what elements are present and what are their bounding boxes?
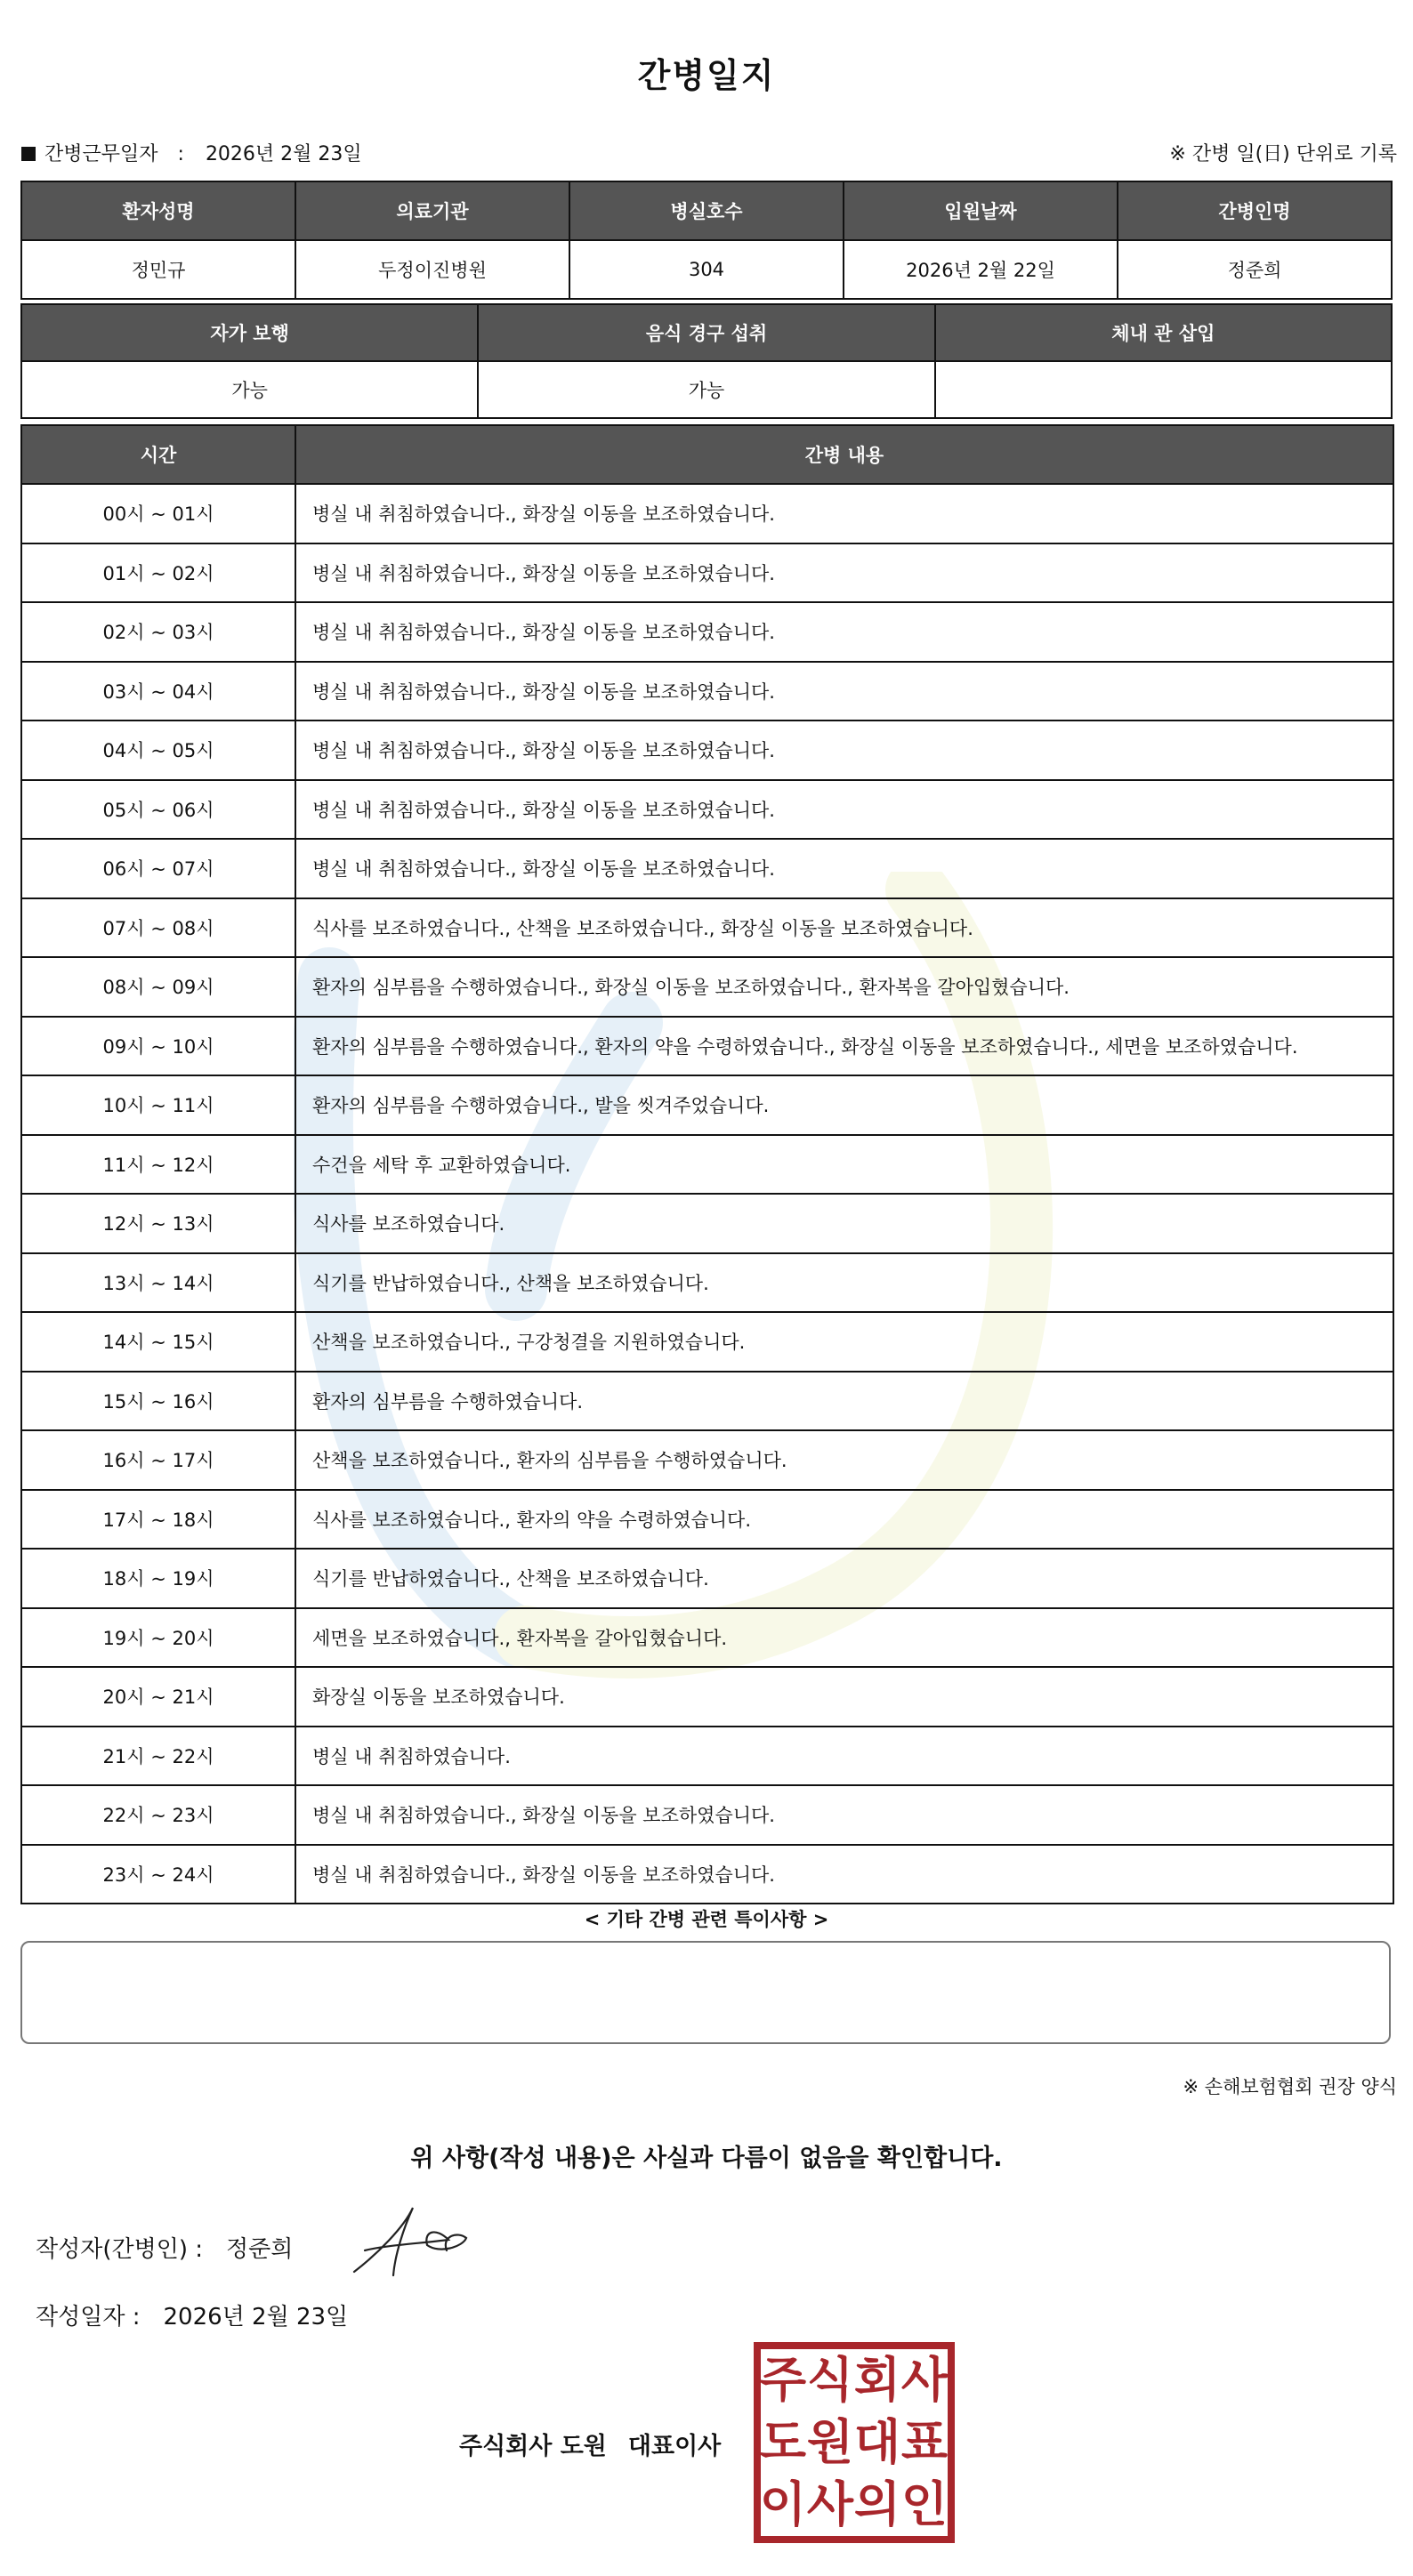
work-date-label: 간병근무일자 xyxy=(44,143,158,165)
log-content: 화장실 이동을 보조하였습니다. xyxy=(295,1667,1393,1727)
caregiver-name: 정준희 xyxy=(1118,240,1392,299)
patient-header-hospital: 의료기관 xyxy=(295,181,569,240)
writer-line xyxy=(36,2231,293,2264)
work-date-line xyxy=(21,139,362,166)
care-log-table xyxy=(20,424,1394,1904)
log-content: 산책을 보조하였습니다., 환자의 심부름을 수행하였습니다. xyxy=(295,1430,1393,1490)
status-oral-intake: 가능 xyxy=(478,361,934,418)
seal-character: 원 xyxy=(806,2414,854,2470)
writer-label: 작성자(간병인) : xyxy=(36,2236,204,2263)
table-row xyxy=(21,543,1393,603)
table-row xyxy=(21,957,1393,1017)
patient-header-room: 병실호수 xyxy=(569,181,844,240)
written-date-line xyxy=(36,2298,348,2331)
log-time: 12시 ~ 13시 xyxy=(21,1194,295,1253)
written-date-value: 2026년 2월 23일 xyxy=(163,2304,349,2330)
table-row xyxy=(21,898,1393,958)
log-content: 식사를 보조하였습니다., 환자의 약을 수령하였습니다. xyxy=(295,1490,1393,1550)
signature-image xyxy=(342,2201,475,2281)
log-content: 병실 내 취침하였습니다. xyxy=(295,1727,1393,1786)
log-content: 식사를 보조하였습니다. xyxy=(295,1194,1393,1253)
table-row xyxy=(21,839,1393,898)
table-row xyxy=(21,662,1393,721)
table-row xyxy=(21,1490,1393,1550)
admission-date: 2026년 2월 22일 xyxy=(844,240,1118,299)
log-content: 병실 내 취침하였습니다., 화장실 이동을 보조하였습니다. xyxy=(295,839,1393,898)
seal-character: 회 xyxy=(853,2352,901,2408)
log-time: 19시 ~ 20시 xyxy=(21,1608,295,1668)
status-tube xyxy=(935,361,1392,418)
log-time: 07시 ~ 08시 xyxy=(21,898,295,958)
seal-character: 표 xyxy=(900,2414,949,2470)
log-time: 10시 ~ 11시 xyxy=(21,1075,295,1135)
writer-name: 정준희 xyxy=(226,2236,294,2263)
table-row xyxy=(21,720,1393,780)
log-time: 23시 ~ 24시 xyxy=(21,1845,295,1904)
log-content: 식기를 반납하였습니다., 산책을 보조하였습니다. xyxy=(295,1253,1393,1313)
log-time: 14시 ~ 15시 xyxy=(21,1312,295,1372)
log-time: 17시 ~ 18시 xyxy=(21,1490,295,1550)
table-row xyxy=(21,1017,1393,1076)
table-row xyxy=(21,1549,1393,1608)
square-bullet-icon xyxy=(21,147,36,161)
log-content: 식사를 보조하였습니다., 산책을 보조하였습니다., 화장실 이동을 보조하였습니다. xyxy=(295,898,1393,958)
page-title: 간병일지 xyxy=(637,56,776,95)
patient-status-table xyxy=(20,303,1393,419)
log-content: 병실 내 취침하였습니다., 화장실 이동을 보조하였습니다. xyxy=(295,484,1393,543)
table-row xyxy=(21,1845,1393,1904)
log-content: 산책을 보조하였습니다., 구강청결을 지원하였습니다. xyxy=(295,1312,1393,1372)
log-time: 22시 ~ 23시 xyxy=(21,1785,295,1845)
log-time: 20시 ~ 21시 xyxy=(21,1667,295,1727)
seal-character: 사 xyxy=(806,2476,854,2532)
table-row xyxy=(21,780,1393,840)
table-row xyxy=(21,1253,1393,1313)
log-content: 환자의 심부름을 수행하였습니다., 환자의 약을 수령하였습니다., 화장실 이동을 보조하였습니다., 세면을 보조하였습니다. xyxy=(295,1017,1393,1076)
work-date-separator: : xyxy=(177,143,184,165)
work-date-value: 2026년 2월 23일 xyxy=(205,143,362,165)
hospital-name: 두정이진병원 xyxy=(295,240,569,299)
log-content: 환자의 심부름을 수행하였습니다. xyxy=(295,1372,1393,1431)
table-row xyxy=(21,1075,1393,1135)
log-time: 09시 ~ 10시 xyxy=(21,1017,295,1076)
seal-character: 대 xyxy=(853,2414,901,2470)
table-row xyxy=(21,1608,1393,1668)
log-time: 18시 ~ 19시 xyxy=(21,1549,295,1608)
table-row xyxy=(21,602,1393,662)
log-time: 21시 ~ 22시 xyxy=(21,1727,295,1786)
log-time: 06시 ~ 07시 xyxy=(21,839,295,898)
confirmation-statement: 위 사항(작성 내용)은 사실과 다름이 없음을 확인합니다. xyxy=(410,2145,1003,2172)
status-header-tube: 체내 관 삽입 xyxy=(935,304,1392,361)
log-content: 병실 내 취침하였습니다., 화장실 이동을 보조하였습니다. xyxy=(295,543,1393,603)
log-content: 병실 내 취침하였습니다., 화장실 이동을 보조하였습니다. xyxy=(295,780,1393,840)
seal-character: 식 xyxy=(806,2352,854,2408)
log-time: 15시 ~ 16시 xyxy=(21,1372,295,1431)
table-row xyxy=(21,1135,1393,1195)
status-walking: 가능 xyxy=(21,361,478,418)
log-time: 16시 ~ 17시 xyxy=(21,1430,295,1490)
log-content: 병실 내 취침하였습니다., 화장실 이동을 보조하였습니다. xyxy=(295,720,1393,780)
log-time: 08시 ~ 09시 xyxy=(21,957,295,1017)
table-row xyxy=(21,1194,1393,1253)
log-time: 03시 ~ 04시 xyxy=(21,662,295,721)
table-row xyxy=(21,1372,1393,1431)
log-content: 식기를 반납하였습니다., 산책을 보조하였습니다. xyxy=(295,1549,1393,1608)
notes-box xyxy=(20,1941,1391,2044)
log-time: 13시 ~ 14시 xyxy=(21,1253,295,1313)
table-row xyxy=(21,1785,1393,1845)
log-header-time: 시간 xyxy=(21,425,295,484)
table-row xyxy=(21,1727,1393,1786)
log-time: 00시 ~ 01시 xyxy=(21,484,295,543)
company-line xyxy=(459,2427,721,2461)
status-header-walking: 자가 보행 xyxy=(21,304,478,361)
log-content: 세면을 보조하였습니다., 환자복을 갈아입혔습니다. xyxy=(295,1608,1393,1668)
patient-header-caregiver: 간병인명 xyxy=(1118,181,1392,240)
table-row xyxy=(21,1312,1393,1372)
log-content: 환자의 심부름을 수행하였습니다., 발을 씻겨주었습니다. xyxy=(295,1075,1393,1135)
table-row xyxy=(21,1430,1393,1490)
log-content: 병실 내 취침하였습니다., 화장실 이동을 보조하였습니다. xyxy=(295,602,1393,662)
record-note: ※ 간병 일(日) 단위로 기록 xyxy=(1169,143,1397,165)
form-note: ※ 손해보험협회 권장 양식 xyxy=(1183,2076,1397,2097)
log-content: 병실 내 취침하였습니다., 화장실 이동을 보조하였습니다. xyxy=(295,1785,1393,1845)
status-header-oral-intake: 음식 경구 섭취 xyxy=(478,304,934,361)
table-row xyxy=(21,1667,1393,1727)
patient-header-admission: 입원날짜 xyxy=(844,181,1118,240)
log-content: 수건을 세탁 후 교환하였습니다. xyxy=(295,1135,1393,1195)
room-number: 304 xyxy=(569,240,844,299)
company-name: 주식회사 도원 xyxy=(459,2433,607,2460)
log-time: 02시 ~ 03시 xyxy=(21,602,295,662)
log-content: 병실 내 취침하였습니다., 화장실 이동을 보조하였습니다. xyxy=(295,662,1393,721)
table-row xyxy=(21,484,1393,543)
seal-character: 의 xyxy=(853,2476,901,2532)
written-date-label: 작성일자 : xyxy=(36,2304,141,2330)
log-time: 11시 ~ 12시 xyxy=(21,1135,295,1195)
seal-character: 주 xyxy=(759,2352,807,2408)
patient-header-name: 환자성명 xyxy=(21,181,295,240)
log-content: 환자의 심부름을 수행하였습니다., 화장실 이동을 보조하였습니다., 환자복을 갈아입혔습니다. xyxy=(295,957,1393,1017)
seal-character: 이 xyxy=(759,2476,807,2532)
log-header-content: 간병 내용 xyxy=(295,425,1393,484)
log-time: 01시 ~ 02시 xyxy=(21,543,295,603)
seal-character: 인 xyxy=(900,2476,949,2532)
notes-title: < 기타 간병 관련 특이사항 > xyxy=(584,1909,829,1930)
log-content: 병실 내 취침하였습니다., 화장실 이동을 보조하였습니다. xyxy=(295,1845,1393,1904)
log-time: 05시 ~ 06시 xyxy=(21,780,295,840)
care-log-rows xyxy=(21,484,1393,1904)
log-time: 04시 ~ 05시 xyxy=(21,720,295,780)
seal-character: 도 xyxy=(759,2414,807,2470)
company-seal-stamp xyxy=(753,2341,956,2544)
ceo-title: 대표이사 xyxy=(627,2433,722,2460)
seal-character: 사 xyxy=(900,2352,949,2408)
patient-name: 정민규 xyxy=(21,240,295,299)
patient-info-table xyxy=(20,181,1393,300)
